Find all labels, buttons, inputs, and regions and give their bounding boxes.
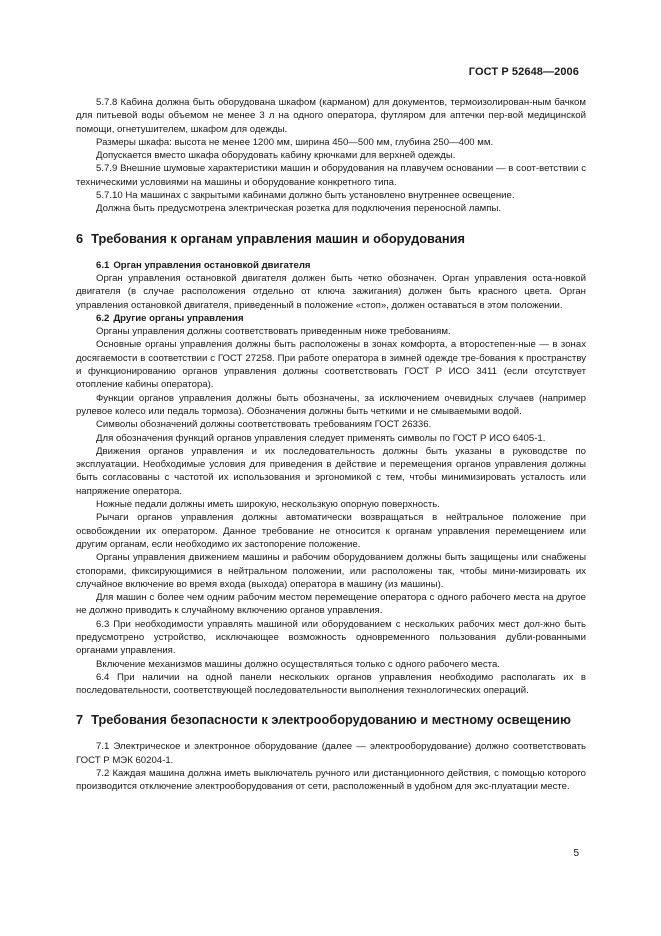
paragraph: Основные органы управления должны быть расположены в зонах комфорта, а второстепен-ные — в зонах досягаемости в соответствии с ГОСТ 27258. При работе оператора в зимней одежде тре-бования к пространству и функционированию органов управления должны соответствовать ГОСТ Р ИСО 3411 (если отсутствует отопление кабины оператора).	[76, 339, 586, 391]
paragraph: Функции органов управления должны быть обозначены, за исключением очевидных случаев (например рулевое колесо или педаль тормоза). Обозначения должны быть четкими и не смываемыми водой.	[76, 392, 586, 417]
paragraph: Включение механизмов машины должно осуществляться только с одного рабочего места.	[96, 658, 500, 670]
heading-text: Требования безопасности к электрооборудованию и местному освещению	[91, 712, 571, 728]
heading-number: 7	[76, 712, 84, 728]
paragraph: Органы управления движением машины и рабочим оборудованием должны быть защищены или снабжены стопорами, фиксирующимися в нейтральном положении, или расположены так, чтобы мини-мизировать их случайное включение во время входа (выхода) оператора в машину (из машины).	[76, 552, 586, 590]
paragraph: 6.4 При наличии на одной панели нескольких органов управления необходимо располагать их в последовательности, соответствующей последовательности выполнения технологических операций.	[76, 671, 586, 697]
paragraph: 7.1 Электрическое и электронное оборудование (далее — электрооборудование) должно соответствовать ГОСТ Р МЭК 60204-1.	[76, 741, 586, 766]
paragraph: Орган управления остановкой двигателя должен быть четко обозначен. Орган управления оста-новкой двигателя (в случае расположения отдельно от ключа зажигания) должен быть красного цвета. Орган управления остановкой двигателя, приведенный в положение «стоп», должен оставаться в этом положении.	[76, 272, 586, 311]
paragraph: 6.3 При необходимости управлять машиной или оборудованием с нескольких рабочих мест дол-жно быть предусмотрено устройство, исключающее возможность одновременного пользования дубли-рованными органами управления.	[76, 618, 586, 657]
section-heading	[76, 712, 586, 727]
paragraph: 5.7.8 Кабина должна быть оборудована шкафом (карманом) для документов, термоизолирован-ным бачком для питьевой воды объемом не менее 3 л на одного оператора, футляром для аптечки пер-вой медицинской помощи, огнетушителем, шкафом для одежды.	[76, 97, 586, 135]
heading-number: 6.2	[96, 312, 110, 324]
heading-number: 6.1	[96, 259, 110, 271]
paragraph: Органы управления должны соответствовать приведенным ниже требованиям.	[96, 326, 451, 338]
heading-number: 6	[76, 230, 84, 246]
paragraph: Рычаги органов управления должны автоматически возвращаться в нейтральное положение при освобождении их оператором. Данное требование не относится к органам управления перемещением или другим органам, если необходимо их застопорение положение.	[76, 512, 586, 550]
heading-text: Требования к органам управления машин и оборудования	[91, 230, 465, 246]
paragraph: Ножные педали должны иметь широкую, нескользкую опорную поверхность.	[96, 499, 440, 511]
heading-text: Орган управления остановкой двигателя	[113, 259, 311, 271]
section-heading	[76, 231, 586, 246]
paragraph: 5.7.10 На машинах с закрытыми кабинами должно быть установлено внутреннее освещение.	[96, 190, 515, 202]
paragraph: Для обозначения функций органов управления следует применять символы по ГОСТ Р ИСО 6405-1.	[96, 432, 546, 444]
subsection-heading	[76, 259, 586, 272]
paragraph: Должна быть предусмотрена электрическая розетка для подключения переносной лампы.	[96, 203, 502, 215]
paragraph: 5.7.9 Внешние шумовые характеристики машин и оборудования на плавучем основании — в соот-ветствии с техническими условиями на машины и оборудование конкретного типа.	[76, 163, 586, 188]
document-body	[76, 96, 586, 794]
paragraph: 7.2 Каждая машина должна иметь выключатель ручного или дистанционного действия, с помощью которого производится отключение электрооборудования от сети, расположенный в удобном для экс-плуатации месте.	[76, 768, 586, 793]
paragraph: Для машин с более чем одним рабочим местом перемещение оператора с одного рабочего места на другое не должно приводить к случайному включению органов управления.	[76, 592, 586, 617]
subsection-heading	[76, 312, 586, 325]
page-number: 5	[573, 848, 579, 859]
paragraph: Допускается вместо шкафа оборудовать кабину крючками для верхней одежды.	[96, 150, 456, 162]
paragraph: Движения органов управления и их последовательность должны быть указаны в руководстве по эксплуатации. Необходимые условия для приведения в действие и перемещения органов управления должны быть согласованы с частотой их использования и эргономикой с тем, чтобы минимизировать усталость или напряжение оператора.	[76, 445, 586, 497]
heading-text: Другие органы управления	[113, 312, 244, 324]
paragraph: Размеры шкафа: высота не менее 1200 мм, ширина 450—500 мм, глубина 250—400 мм.	[96, 136, 494, 148]
paragraph: Символы обозначений должны соответствовать требованиям ГОСТ 26336.	[96, 419, 432, 431]
document-code: ГОСТ Р 52648—2006	[468, 66, 579, 78]
